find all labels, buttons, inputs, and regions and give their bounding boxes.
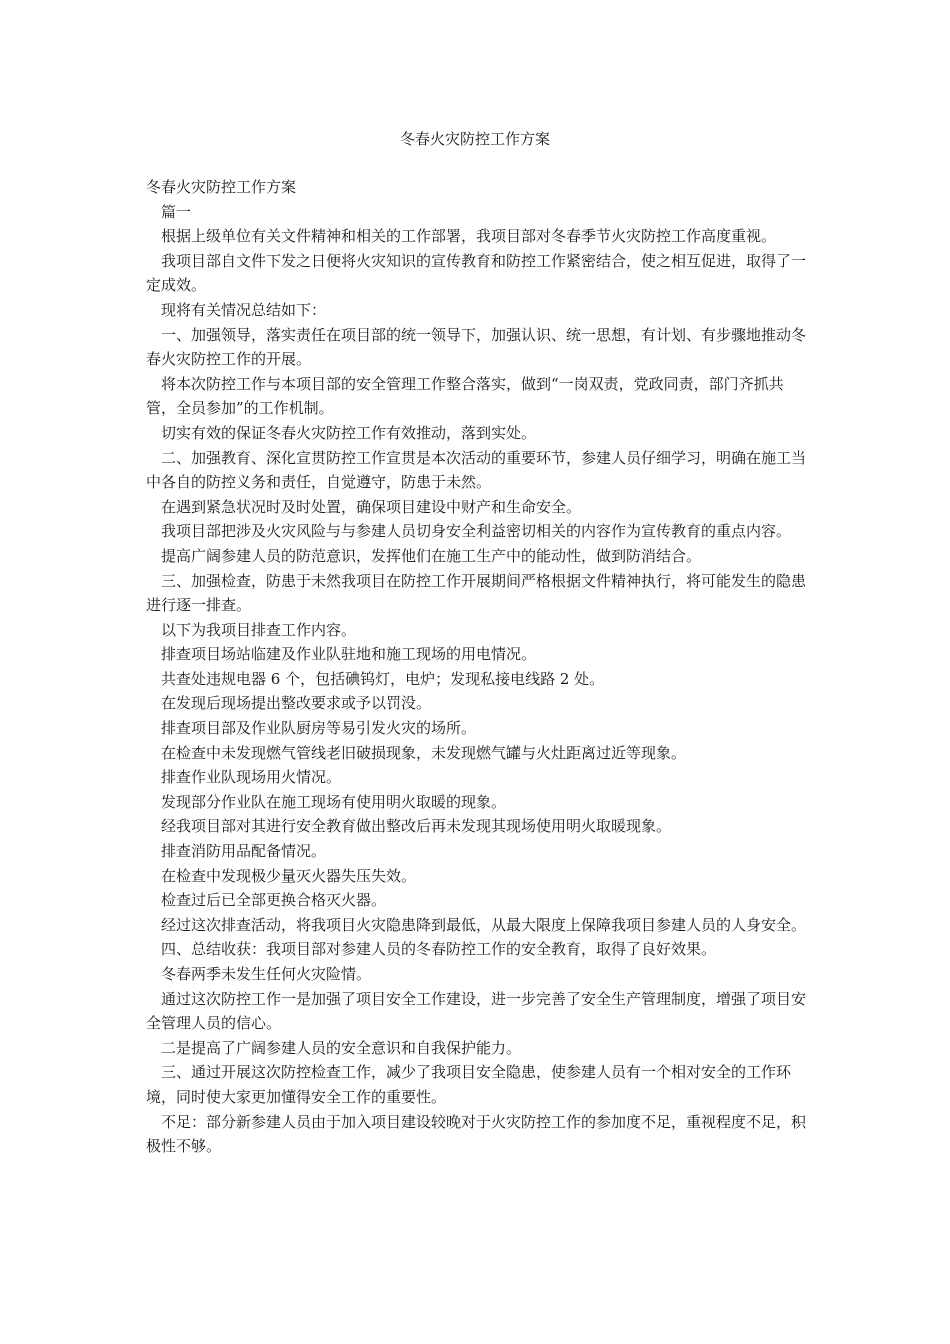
paragraph: 排查项目场站临建及作业队驻地和施工现场的用电情况。 — [161, 645, 537, 664]
paragraph: 切实有效的保证冬春火灾防控工作有效推动，落到实处。 — [161, 423, 537, 442]
paragraph: 篇一 — [161, 202, 192, 221]
paragraph: 发现部分作业队在施工现场有使用明火取暖的现象。 — [161, 792, 507, 811]
paragraph: 在遇到紧急状况时及时处置，确保项目建设中财产和生命安全。 — [161, 497, 582, 516]
paragraph: 我项目部把涉及火灾风险与与参建人员切身安全利益密切相关的内容作为宣传教育的重点内容。 — [161, 522, 792, 541]
paragraph: 冬春两季未发生任何火灾险情。 — [161, 965, 372, 983]
paragraph: 三、通过开展这次防控检查工作，减少了我项目安全隐患，使参建人员有一个相对安全的工作环境，同时使大家更加懂得安全工作的重要性。 — [146, 1063, 792, 1106]
paragraph: 我项目部自文件下发之日便将火灾知识的宣传教育和防控工作紧密结合，使之相互促进，取得了一定成效。 — [146, 251, 807, 295]
paragraph: 共查处违规电器 6 个，包括碘钨灯，电炉；发现私接电线路 2 处。 — [161, 669, 605, 688]
paragraph: 现将有关情况总结如下： — [161, 300, 327, 319]
paragraph: 在检查中发现极少量灭火器失压失效。 — [161, 866, 417, 885]
paragraph: 检查过后已全部更换合格灭火器。 — [161, 891, 387, 910]
paragraph: 在发现后现场提出整改要求或予以罚没。 — [161, 694, 432, 713]
paragraph: 排查作业队现场用火情况。 — [161, 768, 342, 787]
paragraph: 二是提高了广阔参建人员的安全意识和自我保护能力。 — [161, 1038, 522, 1057]
paragraph: 在检查中未发现燃气管线老旧破损现象，未发现燃气罐与火灶距离过近等现象。 — [161, 743, 687, 762]
paragraph: 将本次防控工作与本项目部的安全管理工作整合落实，做到“一岗双责，党政同责，部门齐抓共管，全员参加”的工作机制。 — [146, 374, 784, 418]
paragraph: 通过这次防控工作一是加强了项目安全工作建设，进一步完善了安全生产管理制度，增强了项目安全管理人员的信心。 — [146, 989, 807, 1033]
paragraph: 二、加强教育、深化宣贯防控工作宣贯是本次活动的重要环节，参建人员仔细学习，明确在施工当中各自的防控义务和责任，自觉遵守，防患于未然。 — [146, 448, 807, 492]
paragraph: 经我项目部对其进行安全教育做出整改后再未发现其现场使用明火取暖现象。 — [161, 817, 672, 836]
paragraph: 三、加强检查，防患于未然我项目在防控工作开展期间严格根据文件精神执行，将可能发生的隐患进行逐一排查。 — [146, 571, 807, 615]
paragraph: 以下为我项目排查工作内容。 — [161, 620, 357, 639]
paragraph: 不足：部分新参建人员由于加入项目建设较晚对于火灾防控工作的参加度不足，重视程度不足，积极性不够。 — [146, 1112, 807, 1156]
paragraph: 提高广阔参建人员的防范意识，发挥他们在施工生产中的能动性，做到防消结合。 — [161, 546, 702, 565]
document-title: 冬春火灾防控工作方案 — [399, 130, 550, 148]
document-body — [146, 175, 806, 1159]
paragraph: 一、加强领导，落实责任在项目部的统一领导下，加强认识、统一思想，有计划、有步骤地推动冬春火灾防控工作的开展。 — [146, 325, 807, 369]
section-heading: 冬春火灾防控工作方案 — [146, 178, 297, 196]
paragraph: 排查项目部及作业队厨房等易引发火灾的场所。 — [161, 719, 477, 738]
paragraph: 经过这次排查活动，将我项目火灾隐患降到最低，从最大限度上保障我项目参建人员的人身安全。 — [161, 915, 807, 934]
paragraph: 四、总结收获：我项目部对参建人员的冬春防控工作的安全教育，取得了良好效果。 — [161, 940, 717, 959]
paragraph: 根据上级单位有关文件精神和相关的工作部署，我项目部对冬春季节火灾防控工作高度重视。 — [161, 227, 777, 246]
paragraph: 排查消防用品配备情况。 — [161, 842, 327, 861]
